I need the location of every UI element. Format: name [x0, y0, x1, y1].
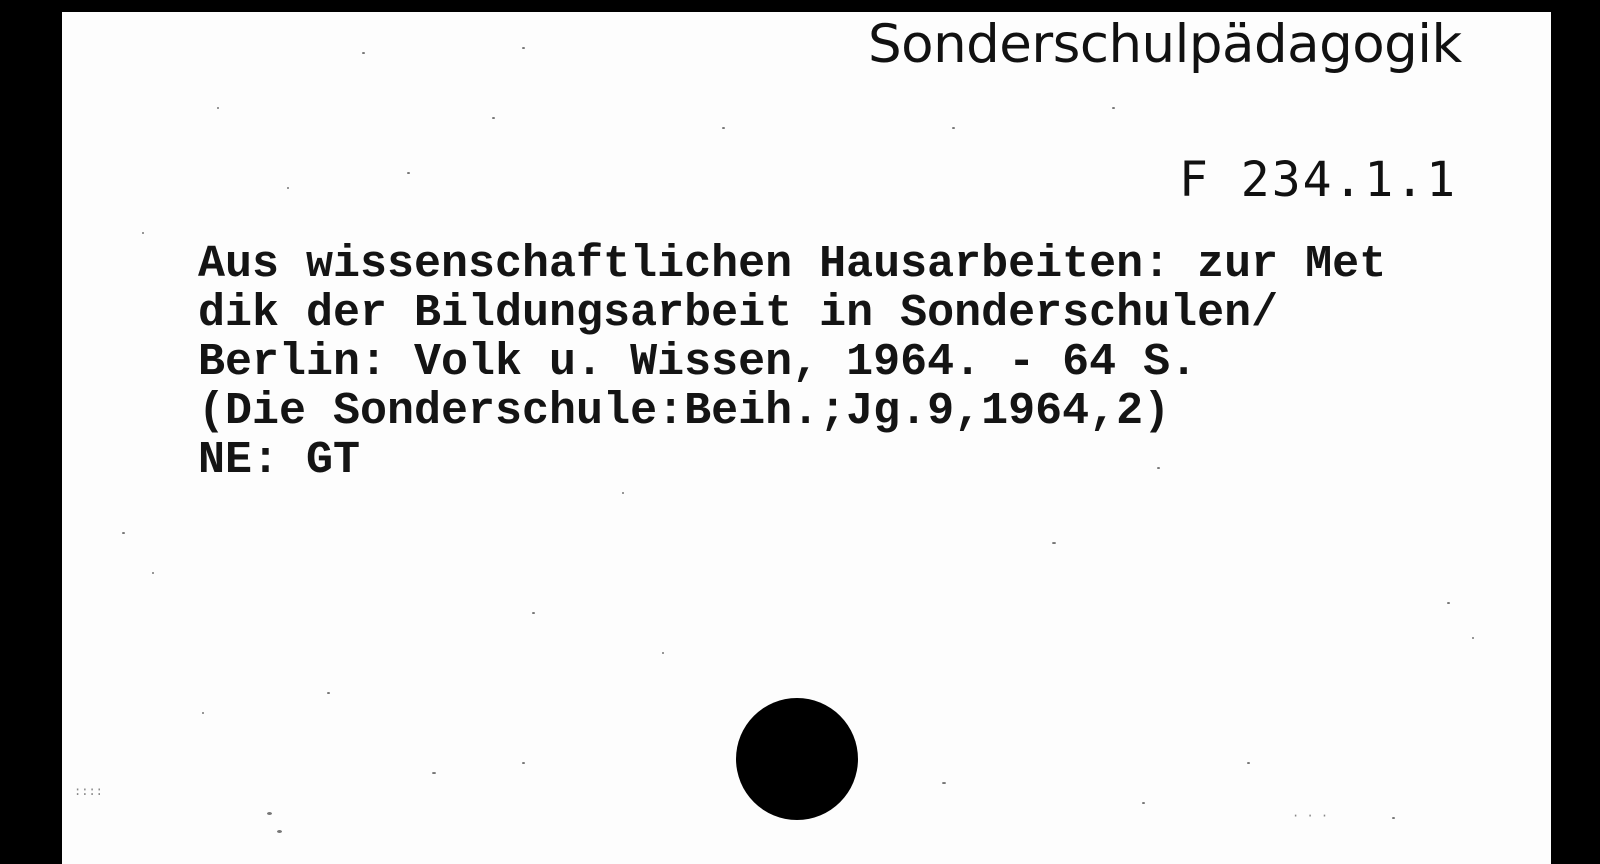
scan-speck — [1447, 602, 1450, 604]
scan-speck — [1247, 762, 1250, 764]
scan-speck — [722, 127, 725, 129]
entry-line-series: (Die Sonderschule:Beih.;Jg.9,1964,2) — [198, 386, 1171, 437]
scan-speck — [1392, 817, 1395, 819]
entry-line-added-entry: NE: GT — [198, 435, 361, 486]
scan-speck — [217, 107, 219, 109]
scan-speck — [662, 652, 664, 654]
entry-line-title: Aus wissenschaftlichen Hausarbeiten: zur Met — [198, 239, 1387, 290]
scan-speck — [327, 692, 330, 694]
scan-speck — [532, 612, 535, 614]
punch-hole — [736, 698, 858, 820]
entry-line-title-continued: dik der Bildungsarbeit in Sonderschulen/ — [198, 288, 1279, 339]
scan-speck — [1112, 107, 1115, 109]
scan-speck — [1142, 802, 1145, 804]
catalog-card — [62, 12, 1551, 864]
scan-speck — [407, 172, 410, 174]
bibliographic-entry — [198, 240, 1386, 485]
scan-speck — [622, 492, 624, 494]
scan-speck — [267, 812, 272, 815]
scan-speck — [1472, 637, 1474, 639]
scan-speck — [942, 782, 946, 784]
scan-speck — [142, 232, 144, 234]
scan-speck — [122, 532, 125, 534]
scan-speck — [1157, 467, 1160, 469]
scan-speck — [202, 712, 204, 714]
subject-heading: Sonderschulpädagogik — [868, 14, 1462, 75]
scan-speck — [432, 772, 436, 774]
scan-speck — [492, 117, 495, 119]
entry-line-imprint: Berlin: Volk u. Wissen, 1964. - 64 S. — [198, 337, 1198, 388]
scan-speck — [152, 572, 154, 574]
shelfmark: F 234.1.1 — [1179, 152, 1458, 208]
scan-speck — [277, 830, 282, 833]
scan-speck — [287, 187, 289, 189]
scan-speck — [522, 762, 525, 764]
scan-speck — [522, 47, 525, 49]
faint-stamp-mark: :::: — [74, 784, 103, 798]
scan-speck — [952, 127, 955, 129]
faint-stamp-mark: · · · — [1292, 809, 1329, 823]
scan-speck — [362, 52, 365, 54]
scan-speck — [1052, 542, 1056, 544]
